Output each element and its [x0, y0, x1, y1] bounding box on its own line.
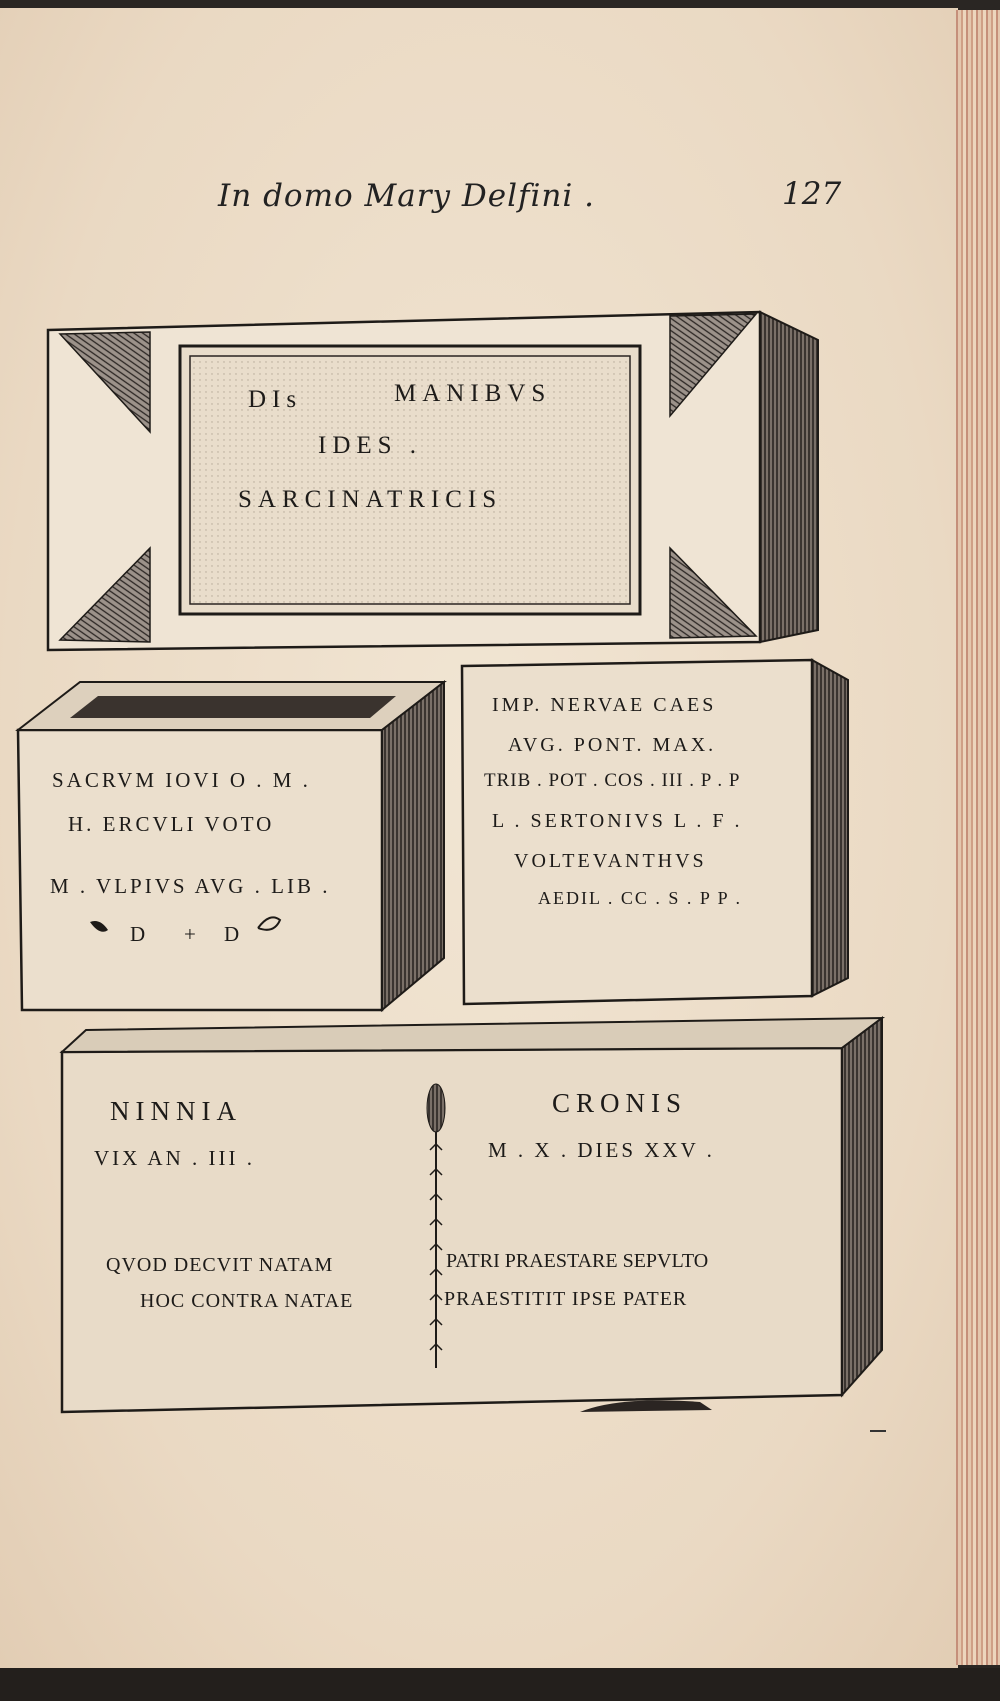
inscription-4-right-line-2: M . X . DIES XXV .	[488, 1138, 715, 1162]
inscription-1-line-4: SARCINATRICIS	[238, 486, 503, 513]
inscription-4-left-line-4: HOC CONTRA NATAE	[140, 1290, 354, 1312]
inscription-2-line-3: M . VLPIVS AVG . LIB .	[50, 874, 331, 898]
monument-2	[18, 682, 444, 1010]
inscription-4-right-line-1: CRONIS	[552, 1088, 688, 1118]
inscription-4-right-line-4: PRAESTITIT IPSE PATER	[444, 1288, 688, 1310]
page-header: In domo Mary Delfini .	[218, 178, 595, 214]
inscription-3-line-3: TRIB . POT . COS . III . P . P	[484, 770, 741, 791]
inscription-2-line-4: D	[130, 922, 149, 946]
inscription-2-line-5: +	[184, 922, 199, 946]
printer-mark	[870, 1430, 886, 1432]
inscription-2-line-6: D	[224, 922, 243, 946]
inscription-4-left-line-1: NINNIA	[110, 1096, 242, 1126]
inscription-1-line-1: DIs	[248, 386, 303, 413]
inscription-4-right-line-3: PATRI PRAESTARE SEPVLTO	[446, 1250, 709, 1272]
monument-4	[62, 1018, 882, 1412]
inscription-3-line-4: L . SERTONIVS L . F .	[492, 810, 743, 832]
inscription-4-left-line-2: VIX AN . III .	[94, 1146, 255, 1170]
inscription-3-line-1: IMP. NERVAE CAES	[492, 694, 717, 716]
inscription-2-line-1: SACRVM IOVI O . M .	[52, 768, 311, 792]
inscription-2-line-2: H. ERCVLI VOTO	[68, 812, 275, 836]
palm-branch-icon	[427, 1084, 445, 1132]
inscription-1-line-3: IDES .	[318, 432, 423, 459]
inscription-4-left-line-3: QVOD DECVIT NATAM	[106, 1254, 334, 1276]
inscription-1-line-2: MANIBVS	[394, 380, 552, 407]
inscription-3-line-6: AEDIL . CC . S . P P .	[538, 888, 743, 908]
inscription-3-line-2: AVG. PONT. MAX.	[508, 734, 717, 756]
inscription-3-line-5: VOLTEVANTHVS	[514, 850, 707, 872]
page-number: 127	[782, 176, 842, 212]
monument-1	[48, 312, 818, 650]
